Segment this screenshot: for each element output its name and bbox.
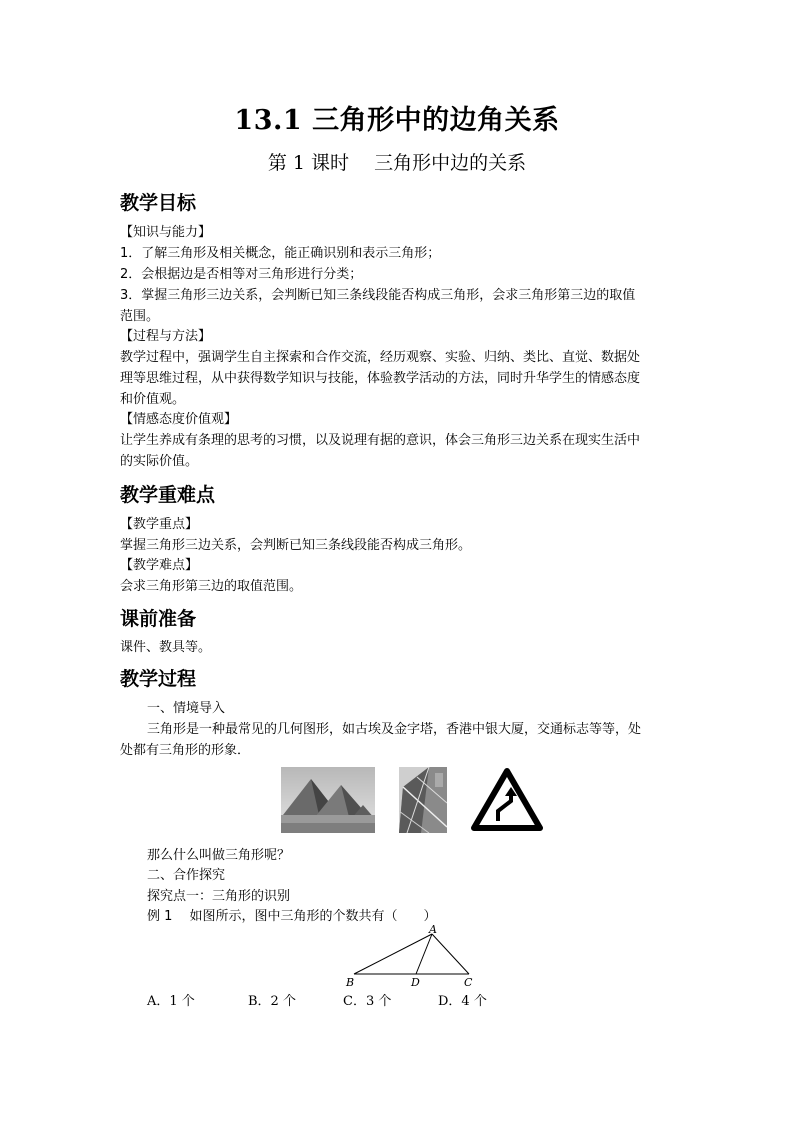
option-d: D．4 个: [438, 994, 487, 1009]
objective-item-3: 3．掌握三角形三边关系，会判断已知三条线段能否构成三角形，会求三角形第三边的取值: [120, 288, 636, 303]
method-line-1: 教学过程中，强调学生自主探索和合作交流，经历观察、实验、归纳、类比、直觉、数据处: [120, 350, 641, 365]
option-b: B．2 个: [248, 994, 296, 1009]
intro-line-2: 处都有三角形的形象．: [120, 743, 251, 758]
vertex-label-b: B: [346, 976, 355, 989]
option-c: C．3 个: [343, 994, 392, 1009]
preparation-text: 课件、教具等。: [120, 640, 212, 655]
objective-item-3-cont: 范围。: [120, 309, 160, 324]
explore-point-1: 探究点一：三角形的识别: [147, 889, 291, 904]
page-subtitle: 第 1 课时 三角形中边的关系: [267, 152, 527, 174]
triangle-figure: [340, 922, 490, 992]
objective-item-2: 2．会根据边是否相等对三角形进行分类；: [120, 267, 363, 282]
tower-photo: [399, 767, 447, 833]
key-point-text: 掌握三角形三边关系，会判断已知三条线段能否构成三角形。: [120, 538, 472, 553]
vertex-label-d: D: [411, 976, 420, 989]
intro-line-1: 三角形是一种最常见的几何图形，如古埃及金字塔，香港中银大厦，交通标志等等，处: [147, 722, 642, 737]
pyramids-photo: [281, 767, 375, 833]
tag-process: 【过程与方法】: [120, 329, 212, 344]
page-title: 13.1 三角形中的边角关系: [234, 105, 560, 136]
value-line-2: 的实际价值。: [120, 454, 199, 469]
section-heading-key-points: 教学重难点: [120, 484, 216, 506]
example-1-text: 例 1 如图所示，图中三角形的个数共有（ ）: [147, 909, 437, 924]
tag-attitude: 【情感态度价值观】: [120, 412, 238, 427]
value-line-1: 让学生养成有条理的思考的习惯，以及说理有据的意识，体会三角形三边关系在现实生活中: [120, 433, 641, 448]
section-heading-preparation: 课前准备: [120, 608, 197, 630]
tag-key: 【教学重点】: [120, 517, 199, 532]
difficult-point-text: 会求三角形第三边的取值范围。: [120, 579, 303, 594]
vertex-label-a: A: [429, 923, 437, 936]
method-line-2: 理等思维过程，从中获得数学知识与技能，体验教学活动的方法，同时升华学生的情感态度: [120, 371, 641, 386]
method-line-3: 和价值观。: [120, 392, 186, 407]
vertex-label-c: C: [464, 976, 473, 989]
objective-item-1: 1．了解三角形及相关概念，能正确识别和表示三角形；: [120, 246, 441, 261]
section-heading-objectives: 教学目标: [120, 192, 197, 214]
question-text: 那么什么叫做三角形呢？: [147, 848, 291, 863]
option-a: A．1 个: [147, 994, 195, 1009]
step-explore-heading: 二、合作探究: [147, 868, 226, 883]
section-heading-process: 教学过程: [120, 668, 197, 690]
traffic-sign-icon: [471, 767, 543, 833]
step-intro-heading: 一、情境导入: [147, 701, 226, 716]
tag-knowledge: 【知识与能力】: [120, 225, 212, 240]
tag-difficult: 【教学难点】: [120, 558, 199, 573]
